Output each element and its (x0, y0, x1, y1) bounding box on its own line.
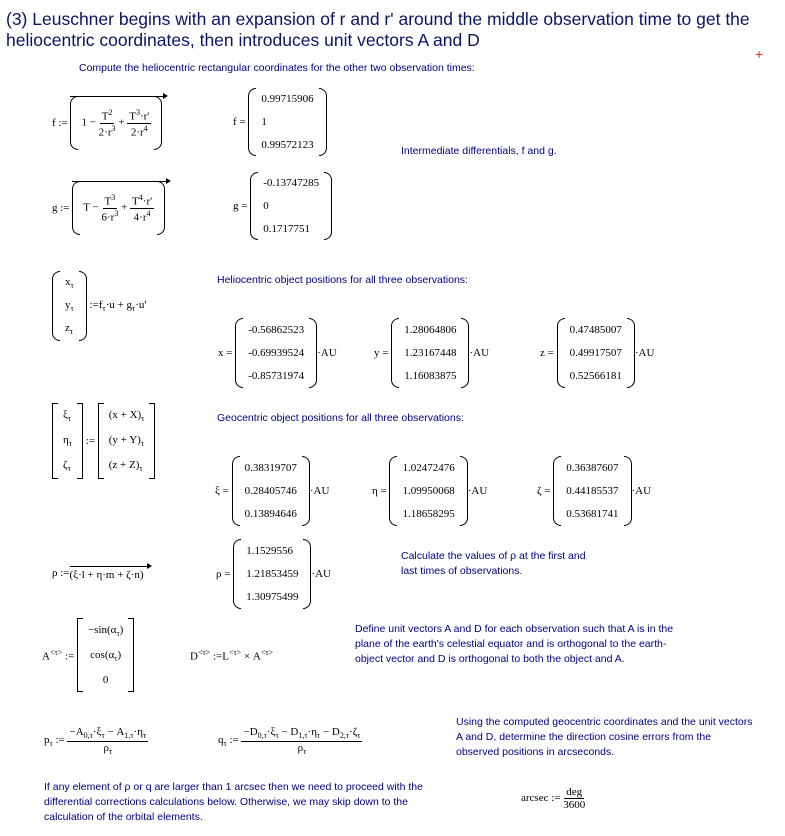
g-value-3: 0.1717751 (263, 222, 310, 235)
x-value-2: -0.69939524 (248, 346, 305, 359)
xi-value-2: 0.28405746 (244, 484, 297, 497)
helio-definition: $x_\tau$ $y_\tau$ $z_\tau$ $:=f_\tau\cdot u + g_\tau\cdot u'$ (52, 270, 146, 342)
f-result (233, 88, 327, 156)
z-value-1: 0.47485007 (569, 323, 622, 336)
note-unit-vectors: Define unit vectors A and D for each observation such that A is in the plane of the earth's celestial equator and is orthogonal to the earth-object vector and D is orthogonal to both the object and A. (355, 623, 674, 665)
note-intermediate: Intermediate differentials, f and g. (401, 145, 557, 157)
xi-value-3: 0.13894646 (244, 508, 297, 521)
rho-result (216, 539, 331, 609)
zeta-result-label: ζ = (537, 485, 551, 497)
z-value-2: 0.49917507 (569, 346, 622, 359)
y-value-1: 1.28064806 (404, 323, 457, 336)
zeta-value-3: 0.53681741 (566, 508, 619, 521)
x-result-label: x = (218, 347, 233, 359)
a-vector-definition: $A^{<\tau>}$ := $-\sin(\alpha_\tau)$ $\cos(\alpha_\tau)$ 0 (42, 618, 134, 692)
xi-result-label: ξ = (215, 485, 229, 497)
arcsec-lhs: arcsec := (521, 792, 561, 804)
xi-unit: ·AU (309, 485, 330, 497)
rho-value-1: 1.1529556 (246, 544, 293, 557)
rho-value-2: 1.21853459 (246, 567, 299, 580)
arcsec-numerator: deg (566, 785, 583, 798)
y-unit: ·AU (469, 347, 490, 359)
f-value-2: 1 (261, 115, 267, 128)
note-geo-positions: Geocentric object positions for all three observations: (217, 412, 464, 424)
note-direction-cosine: Using the computed geocentric coordinates and the unit vectors A and D, determine the direction cosine errors from the observed positions in arcseconds. (456, 716, 753, 758)
rho-definition: ρ := (ξ·l + η·m + ζ·n) (52, 562, 152, 584)
g-value-2: 0 (263, 199, 269, 212)
zeta-result (537, 456, 651, 526)
note-rho-values: Calculate the values of ρ at the first and last times of observations. (401, 550, 586, 577)
z-unit: ·AU (634, 347, 655, 359)
eta-value-1: 1.02472476 (402, 461, 455, 474)
g-value-1: -0.13747285 (263, 177, 320, 190)
d-vector-definition: $D^{<\tau>}$ $:=L^{<\tau>} \times A^{<\tau>}$ (190, 648, 274, 663)
y-value-2: 1.23167448 (404, 346, 457, 359)
crosshair-marker: + (755, 46, 764, 62)
y-value-3: 1.16083875 (404, 370, 457, 383)
geo-definition: $\xi_\tau$ $\eta_\tau$ $\zeta_\tau$ := $(x + X)_\tau$ $(y + Y)_\tau$ $(z + Z)_\tau$ (52, 402, 155, 480)
f-value-3: 0.99572123 (261, 138, 314, 151)
eta-result-label: η = (372, 485, 387, 497)
page-title: (3) Leuschner begins with an expansion of r and r' around the middle observation time to get the heliocentric coordinates, then introduces unit vectors A and D (6, 9, 750, 50)
q-definition: $q_\tau$ := $\frac{-D_{0,\tau}\cdot\xi_\tau - D_{1,\tau}\cdot\eta_\tau - D_{2,\tau}\cdot\zeta_\tau}{\rho_\tau}$ (218, 726, 361, 756)
xi-value-1: 0.38319707 (244, 461, 297, 474)
y-result-label: y = (374, 347, 389, 359)
rho-value-3: 1.30975499 (246, 591, 299, 604)
f-definition: f := 1 − $\frac{T^2}{2\cdot r^3}$ + $\frac{T^3\cdot r'}{2\cdot r^4}$ (52, 95, 168, 151)
eta-value-3: 1.18658295 (402, 508, 455, 521)
g-definition: g := T − $\frac{T^3}{6\cdot r^3}$ + $\frac{T^4\cdot r'}{4\cdot r^4}$ (52, 180, 171, 236)
eta-value-2: 1.09950068 (402, 484, 455, 497)
f-result-label: f = (233, 116, 246, 128)
rho-unit: ·AU (311, 568, 332, 580)
f-value-1: 0.99715906 (261, 93, 314, 106)
zeta-value-1: 0.36387607 (566, 461, 619, 474)
z-value-3: 0.52566181 (569, 370, 622, 383)
note-compute-coords: Compute the heliocentric rectangular coordinates for the other two observation times: (79, 62, 475, 74)
z-result-label: z = (540, 347, 554, 359)
eta-result (372, 456, 487, 526)
g-result (233, 172, 332, 240)
z-result (540, 318, 654, 388)
eta-unit: ·AU (467, 485, 488, 497)
x-value-3: -0.85731974 (248, 370, 305, 383)
p-definition: $p_\tau$ := $\frac{-A_{0,\tau}\cdot\xi_\tau - A_{1,\tau}\cdot\eta_\tau}{\rho_\tau}$ (44, 726, 147, 756)
y-result (374, 318, 489, 388)
arcsec-definition (521, 780, 585, 816)
x-unit: ·AU (317, 347, 337, 359)
note-helio-positions: Heliocentric object positions for all three observations: (217, 274, 468, 286)
zeta-unit: ·AU (631, 485, 652, 497)
x-result (218, 318, 337, 388)
g-result-label: g = (233, 200, 248, 212)
x-value-1: -0.56862523 (248, 323, 305, 336)
rho-result-label: ρ = (216, 568, 231, 580)
xi-result (215, 456, 329, 526)
arcsec-denominator: 3600 (563, 798, 586, 811)
zeta-value-2: 0.44185537 (566, 484, 619, 497)
note-differential: If any element of ρ or q are larger than 1 arcsec then we need to proceed with the differential corrections calculations below. Otherwise, we may skip down to the calculation of the orbital elements. (44, 781, 423, 823)
